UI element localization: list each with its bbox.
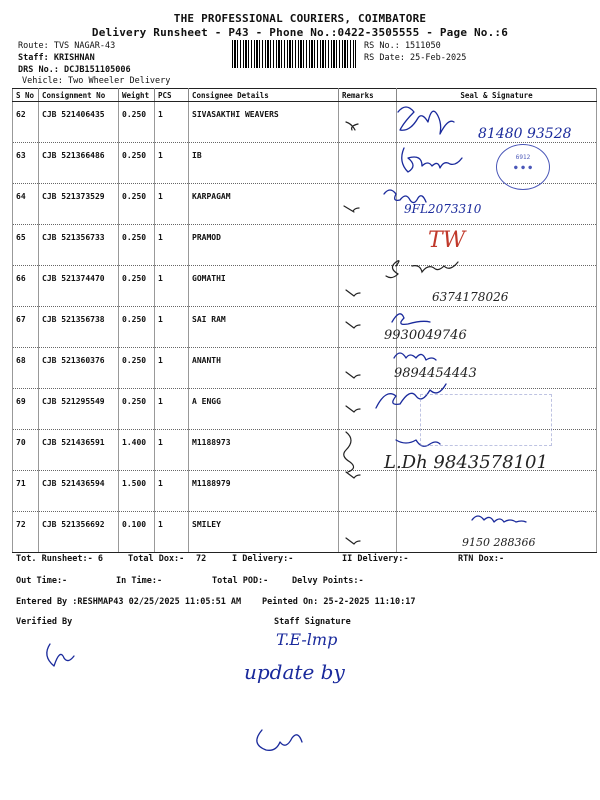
cell-consignment: CJB 521366486 xyxy=(39,143,119,184)
cell-consignment: CJB 521356733 xyxy=(39,225,119,266)
cell-sno: 66 xyxy=(13,266,39,307)
cell-sno: 62 xyxy=(13,102,39,143)
col-consignment: Consignment No xyxy=(39,89,119,102)
signature-68 xyxy=(394,353,436,360)
remark-mark xyxy=(346,472,360,478)
printed-on: Peinted On: 25-2-2025 11:10:17 xyxy=(262,597,416,607)
cell-consignment: CJB 521356692 xyxy=(39,512,119,553)
cell-pcs: 1 xyxy=(155,225,189,266)
out-time: Out Time:- xyxy=(16,576,68,586)
verified-signature xyxy=(47,644,74,666)
rs-number: RS No.: 1511050 xyxy=(364,41,441,51)
total-dox-label: Total Dox:- xyxy=(128,554,185,564)
cell-weight: 0.100 xyxy=(119,512,155,553)
cell-weight: 0.250 xyxy=(119,389,155,430)
cell-consignee: M1188973 xyxy=(189,430,339,471)
tot-runsheet: Tot. Runsheet:- 6 xyxy=(16,554,103,564)
cell-pcs: 1 xyxy=(155,471,189,512)
remark-mark xyxy=(346,538,360,544)
handwritten-red-mark: TW xyxy=(428,228,466,253)
handwritten-phone-71: L.Dh 9843578101 xyxy=(384,452,548,473)
signature-66 xyxy=(386,261,458,278)
verified-by: Verified By xyxy=(16,617,73,627)
remark-mark xyxy=(346,122,358,130)
signature-64 xyxy=(384,190,426,203)
remark-mark xyxy=(344,206,359,212)
col-consignee: Consignee Details xyxy=(189,89,339,102)
cell-consignee: M1188979 xyxy=(189,471,339,512)
cell-weight: 0.250 xyxy=(119,225,155,266)
cell-consignee: KARPAGAM xyxy=(189,184,339,225)
cell-consignment: CJB 521356738 xyxy=(39,307,119,348)
bottom-scribble xyxy=(257,730,302,750)
cell-sno: 65 xyxy=(13,225,39,266)
cell-weight: 0.250 xyxy=(119,184,155,225)
in-time: In Time:- xyxy=(116,576,163,586)
signature-62 xyxy=(398,107,454,134)
remark-mark xyxy=(346,372,360,378)
cell-consignee: GOMATHI xyxy=(189,266,339,307)
entered-by: Entered By :RESHMAP43 02/25/2025 11:05:51 AM xyxy=(16,597,242,607)
cell-consignment: CJB 521360376 xyxy=(39,348,119,389)
cell-weight: 0.250 xyxy=(119,348,155,389)
cell-consignment: CJB 521436594 xyxy=(39,471,119,512)
cell-consignment: CJB 521406435 xyxy=(39,102,119,143)
cell-sno: 64 xyxy=(13,184,39,225)
remark-mark xyxy=(346,406,360,412)
cell-weight: 1.500 xyxy=(119,471,155,512)
delvy-points: Delvy Points:- xyxy=(292,576,364,586)
drs-number: DRS No.: DCJB151105006 xyxy=(18,65,131,75)
signature-67 xyxy=(392,314,430,325)
cell-pcs: 1 xyxy=(155,430,189,471)
cell-consignment: CJB 521295549 xyxy=(39,389,119,430)
cell-pcs: 1 xyxy=(155,184,189,225)
cell-sno: 68 xyxy=(13,348,39,389)
cell-pcs: 1 xyxy=(155,307,189,348)
remark-mark xyxy=(346,290,360,296)
col-sno: S No xyxy=(13,89,39,102)
cell-pcs: 1 xyxy=(155,348,189,389)
cell-weight: 1.400 xyxy=(119,430,155,471)
cell-sno: 69 xyxy=(13,389,39,430)
runsheet-subtitle: Delivery Runsheet - P43 - Phone No.:0422-3505555 - Page No.:6 xyxy=(91,26,509,39)
cell-pcs: 1 xyxy=(155,389,189,430)
cell-consignee: ANANTH xyxy=(189,348,339,389)
cell-weight: 0.250 xyxy=(119,102,155,143)
total-pod: Total POD:- xyxy=(212,576,269,586)
handwritten-phone-62: 81480 93528 xyxy=(478,126,572,142)
handwritten-note-line2: update by xyxy=(244,660,345,684)
handwritten-phone-67: 9930049746 xyxy=(384,328,467,343)
cell-consignment: CJB 521436591 xyxy=(39,430,119,471)
signature-72 xyxy=(472,516,526,522)
cell-sno: 67 xyxy=(13,307,39,348)
i-delivery: I Delivery:- xyxy=(232,554,294,564)
staff-label: Staff: KRISHNAN xyxy=(18,53,95,63)
cell-consignee: SIVASAKTHI WEAVERS xyxy=(189,102,339,143)
seal-stamp-69 xyxy=(420,394,552,446)
cell-pcs: 1 xyxy=(155,512,189,553)
route-label: Route: TVS NAGAR-43 xyxy=(18,41,116,51)
cell-consignment: CJB 521374470 xyxy=(39,266,119,307)
handwritten-phone-72: 9150 288366 xyxy=(462,536,536,549)
cell-weight: 0.250 xyxy=(119,266,155,307)
cell-sno: 71 xyxy=(13,471,39,512)
total-dox-value: 72 xyxy=(196,554,207,564)
vehicle-label: Vehicle: Two Wheeler Delivery xyxy=(22,76,171,86)
col-pcs: PCS xyxy=(155,89,189,102)
cell-consignment: CJB 521373529 xyxy=(39,184,119,225)
cell-consignee: A ENGG xyxy=(189,389,339,430)
rs-date: RS Date: 25-Feb-2025 xyxy=(364,53,467,63)
cell-pcs: 1 xyxy=(155,143,189,184)
company-title: THE PROFESSIONAL COURIERS, COIMBATORE xyxy=(173,12,427,25)
col-weight: Weight xyxy=(119,89,155,102)
col-seal-signature: Seal & Signature xyxy=(397,89,597,102)
cell-weight: 0.250 xyxy=(119,307,155,348)
cell-sno: 72 xyxy=(13,512,39,553)
remark-bracket xyxy=(344,432,354,472)
cell-consignee: IB xyxy=(189,143,339,184)
handwritten-phone-68: 9894454443 xyxy=(394,366,477,381)
remark-mark xyxy=(346,322,360,328)
rtn-dox: RTN Dox:- xyxy=(458,554,505,564)
cell-sno: 70 xyxy=(13,430,39,471)
cell-consignee: PRAMOD xyxy=(189,225,339,266)
handwritten-note-line1: T.E-lmp xyxy=(276,630,338,649)
cell-pcs: 1 xyxy=(155,266,189,307)
cell-sno: 63 xyxy=(13,143,39,184)
signature-63 xyxy=(402,148,462,172)
cell-consignee: SAI RAM xyxy=(189,307,339,348)
cell-weight: 0.250 xyxy=(119,143,155,184)
handwritten-phone-64: 9FL2073310 xyxy=(404,202,482,216)
ii-delivery: II Delivery:- xyxy=(342,554,409,564)
cell-consignee: SMILEY xyxy=(189,512,339,553)
col-remarks: Remarks xyxy=(339,89,397,102)
cell-pcs: 1 xyxy=(155,102,189,143)
handwritten-phone-66: 6374178026 xyxy=(432,290,509,304)
staff-signature-label: Staff Signature xyxy=(274,617,351,627)
seal-stamp-63: 6912 ● ● ● xyxy=(496,144,550,190)
